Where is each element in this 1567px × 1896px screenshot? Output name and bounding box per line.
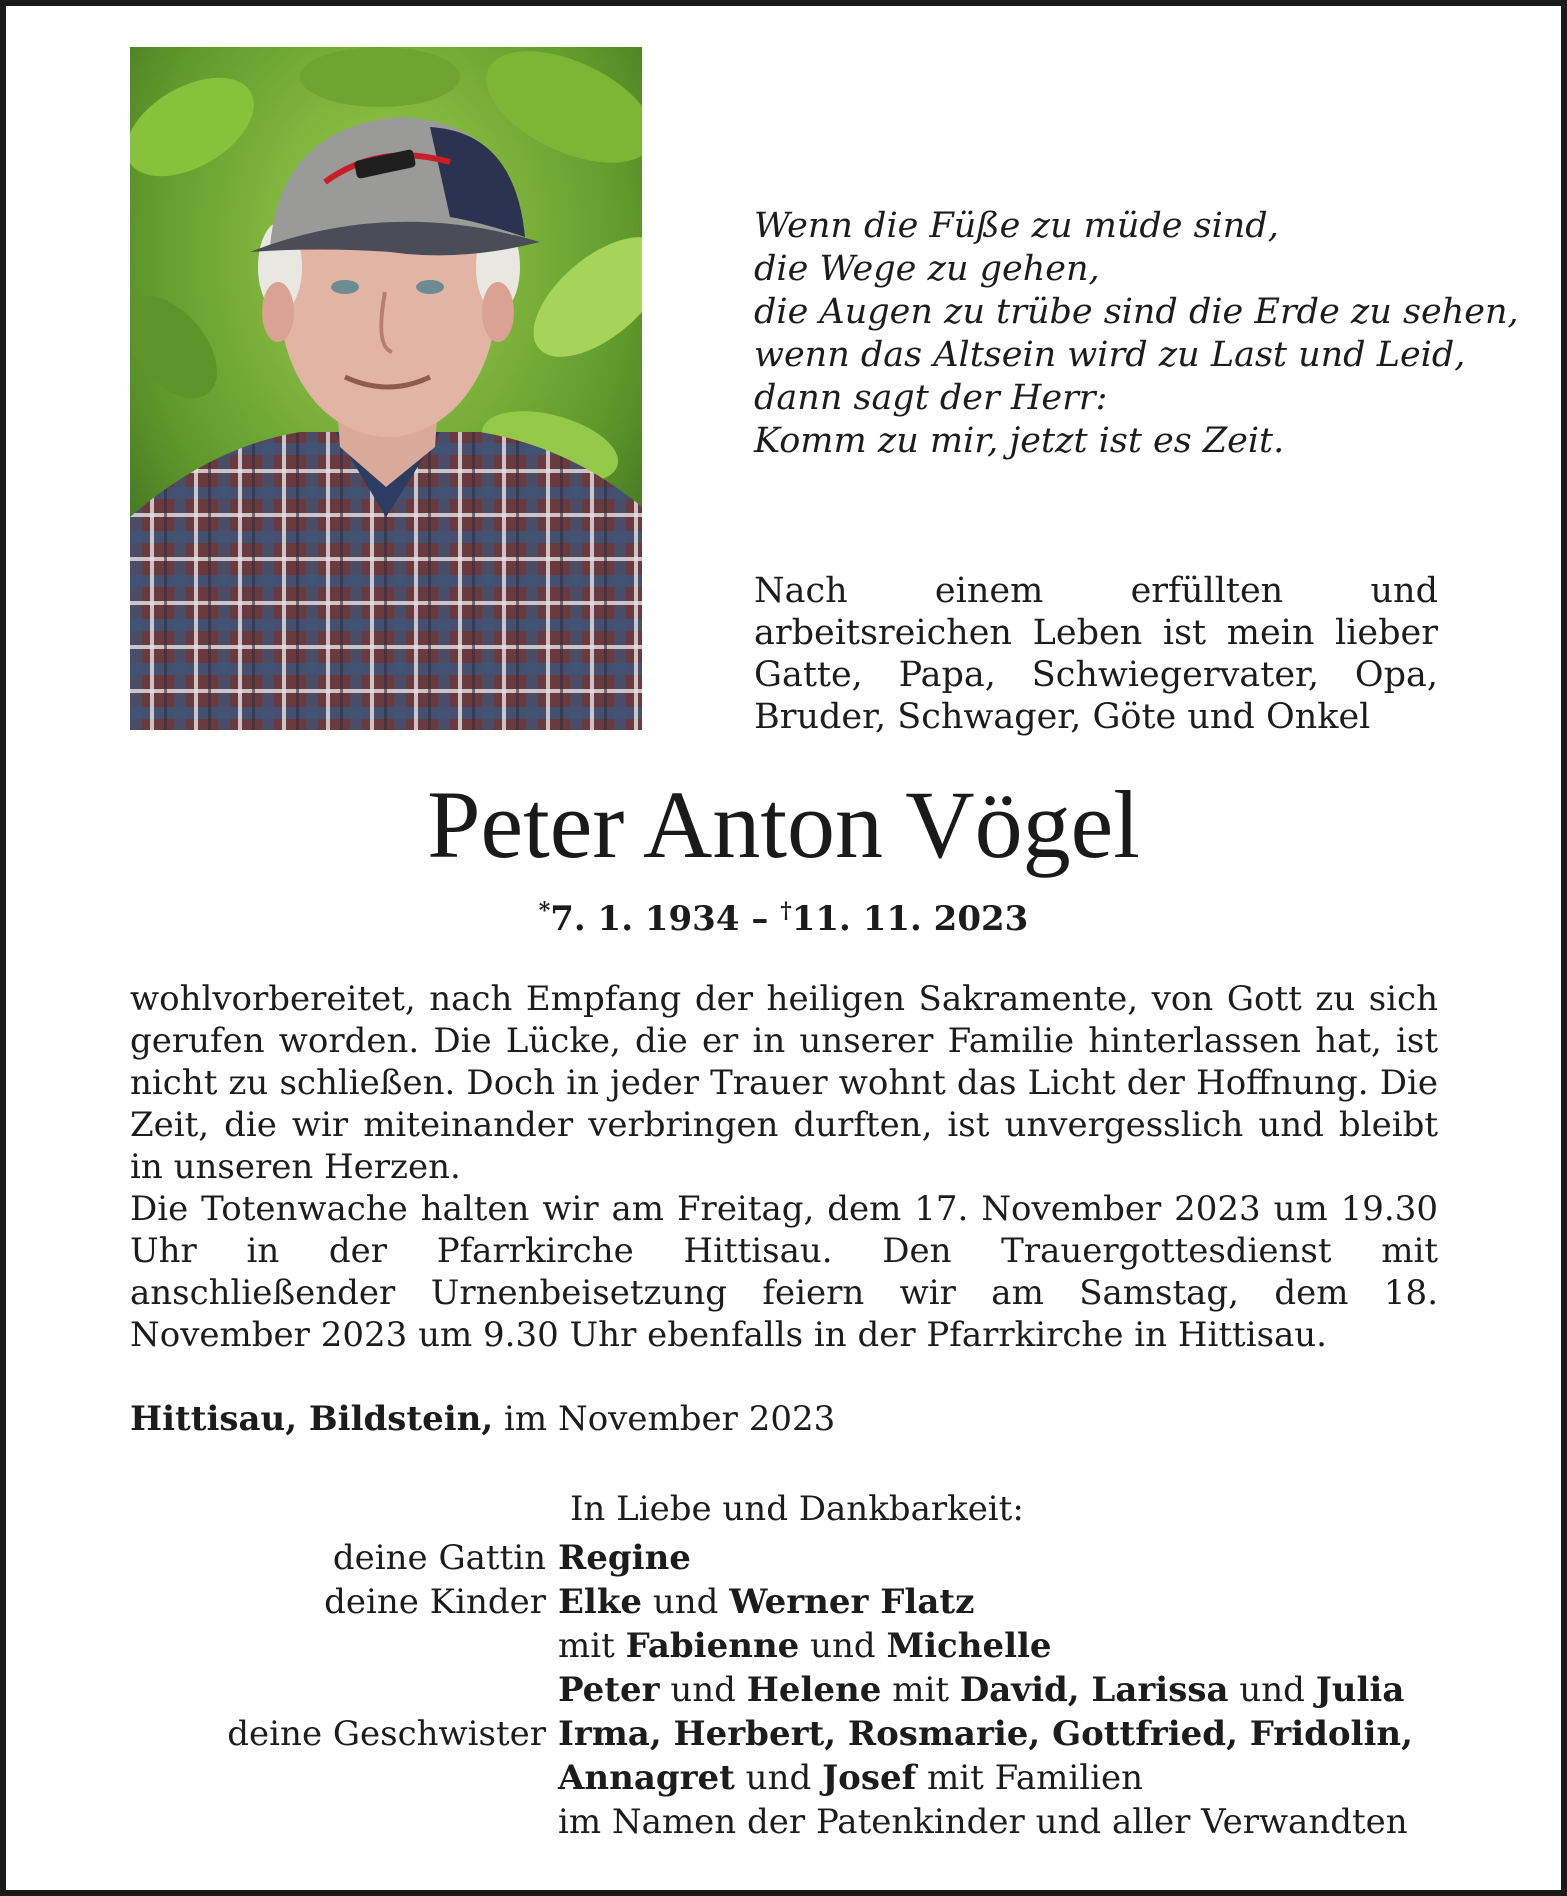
family-name: Annagret xyxy=(558,1758,735,1798)
family-name: Fabienne xyxy=(625,1626,800,1666)
life-dates xyxy=(0,898,1567,939)
portrait-photo xyxy=(130,47,642,730)
poem-line: Wenn die Füße zu müde sind, xyxy=(754,206,1279,246)
family-row xyxy=(130,1756,1450,1800)
date-separator: – xyxy=(739,899,781,939)
place-names: Hittisau, Bildstein, xyxy=(130,1399,494,1439)
family-relation xyxy=(130,1624,558,1668)
family-name: Helene xyxy=(746,1670,882,1710)
family-members xyxy=(558,1624,1450,1668)
family-row xyxy=(130,1712,1450,1756)
family-row xyxy=(130,1536,1450,1580)
family-relation xyxy=(130,1668,558,1712)
family-relation: deine Gattin xyxy=(332,1538,546,1578)
body-text xyxy=(130,978,1438,1356)
family-name: Peter xyxy=(558,1670,660,1710)
family-members xyxy=(558,1756,1450,1800)
family-name: Irma, Herbert, Rosmarie, Gottfried, Fridolin, xyxy=(558,1714,1413,1754)
death-date: 11. 11. 2023 xyxy=(791,899,1029,939)
family-members xyxy=(558,1580,1450,1624)
family-name: Regine xyxy=(558,1538,691,1578)
poem-line: Komm zu mir, jetzt ist es Zeit. xyxy=(754,421,1285,461)
family-list xyxy=(130,1536,1450,1844)
body-paragraph: Die Totenwache halten wir am Freitag, dem 17. November 2023 um 19.30 Uhr in der Pfarrkirche Hittisau. Den Trauergottesdienst mit anschließender Urnenbeisetzung feiern wir am Samstag, dem 18. November 2023 um 9.30 Uhr ebenfalls in der Pfarrkirche in Hittisau. xyxy=(130,1189,1438,1355)
poem-line: die Augen zu trübe sind die Erde zu sehen, xyxy=(754,292,1519,332)
poem-line: dann sagt der Herr: xyxy=(754,378,1108,418)
place-date: im November 2023 xyxy=(493,1399,836,1439)
family-relation xyxy=(130,1756,558,1800)
family-text: im Namen der Patenkinder und aller Verwandten xyxy=(558,1802,1408,1842)
family-name: Michelle xyxy=(886,1626,1052,1666)
death-mark: † xyxy=(780,898,792,924)
family-members xyxy=(558,1712,1450,1756)
family-name: Elke xyxy=(558,1582,643,1622)
thanks-line: In Liebe und Dankbarkeit: xyxy=(570,1489,1024,1529)
family-members xyxy=(558,1536,1450,1580)
family-relation: deine Geschwister xyxy=(227,1714,546,1754)
poem xyxy=(754,205,1519,463)
family-text: und xyxy=(734,1758,823,1798)
family-text: mit xyxy=(881,1670,960,1710)
family-name: David, Larissa xyxy=(959,1670,1229,1710)
family-name: Josef xyxy=(822,1758,917,1798)
family-text: und xyxy=(1228,1670,1316,1710)
family-members xyxy=(558,1668,1450,1712)
deceased-name: Peter Anton Vögel xyxy=(427,771,1140,878)
family-row xyxy=(130,1668,1450,1712)
family-name: Julia xyxy=(1315,1670,1405,1710)
family-relation: deine Kinder xyxy=(324,1582,546,1622)
family-relation xyxy=(130,1800,558,1844)
family-text: und xyxy=(642,1582,730,1622)
intro-text: Nach einem erfüllten und arbeitsreichen Leben ist mein lieber Gatte, Papa, Schwiegervater, Opa, Bruder, Schwager, Göte und Onkel xyxy=(754,571,1438,737)
birth-mark: * xyxy=(538,898,551,924)
family-text: mit Familien xyxy=(916,1758,1144,1798)
family-name: Werner Flatz xyxy=(729,1582,975,1622)
family-text: und xyxy=(659,1670,747,1710)
family-row xyxy=(130,1580,1450,1624)
family-text: mit xyxy=(558,1626,626,1666)
poem-line: wenn das Altsein wird zu Last und Leid, xyxy=(754,335,1466,375)
family-row xyxy=(130,1800,1450,1844)
place-date-line xyxy=(130,1398,835,1440)
body-paragraph: wohlvorbereitet, nach Empfang der heiligen Sakramente, von Gott zu sich gerufen worden. Die Lücke, die er in unserer Familie hinterlassen hat, ist nicht zu schließen. Doch in jeder Trauer wohnt das Licht der Hoffnung. Die Zeit, die wir miteinander verbringen durften, ist unvergesslich und bleibt in unseren Herzen. xyxy=(130,979,1438,1187)
family-members xyxy=(558,1800,1450,1844)
poem-line: die Wege zu gehen, xyxy=(754,249,1100,289)
birth-date: 7. 1. 1934 xyxy=(550,899,740,939)
family-text: und xyxy=(799,1626,887,1666)
family-row xyxy=(130,1624,1450,1668)
